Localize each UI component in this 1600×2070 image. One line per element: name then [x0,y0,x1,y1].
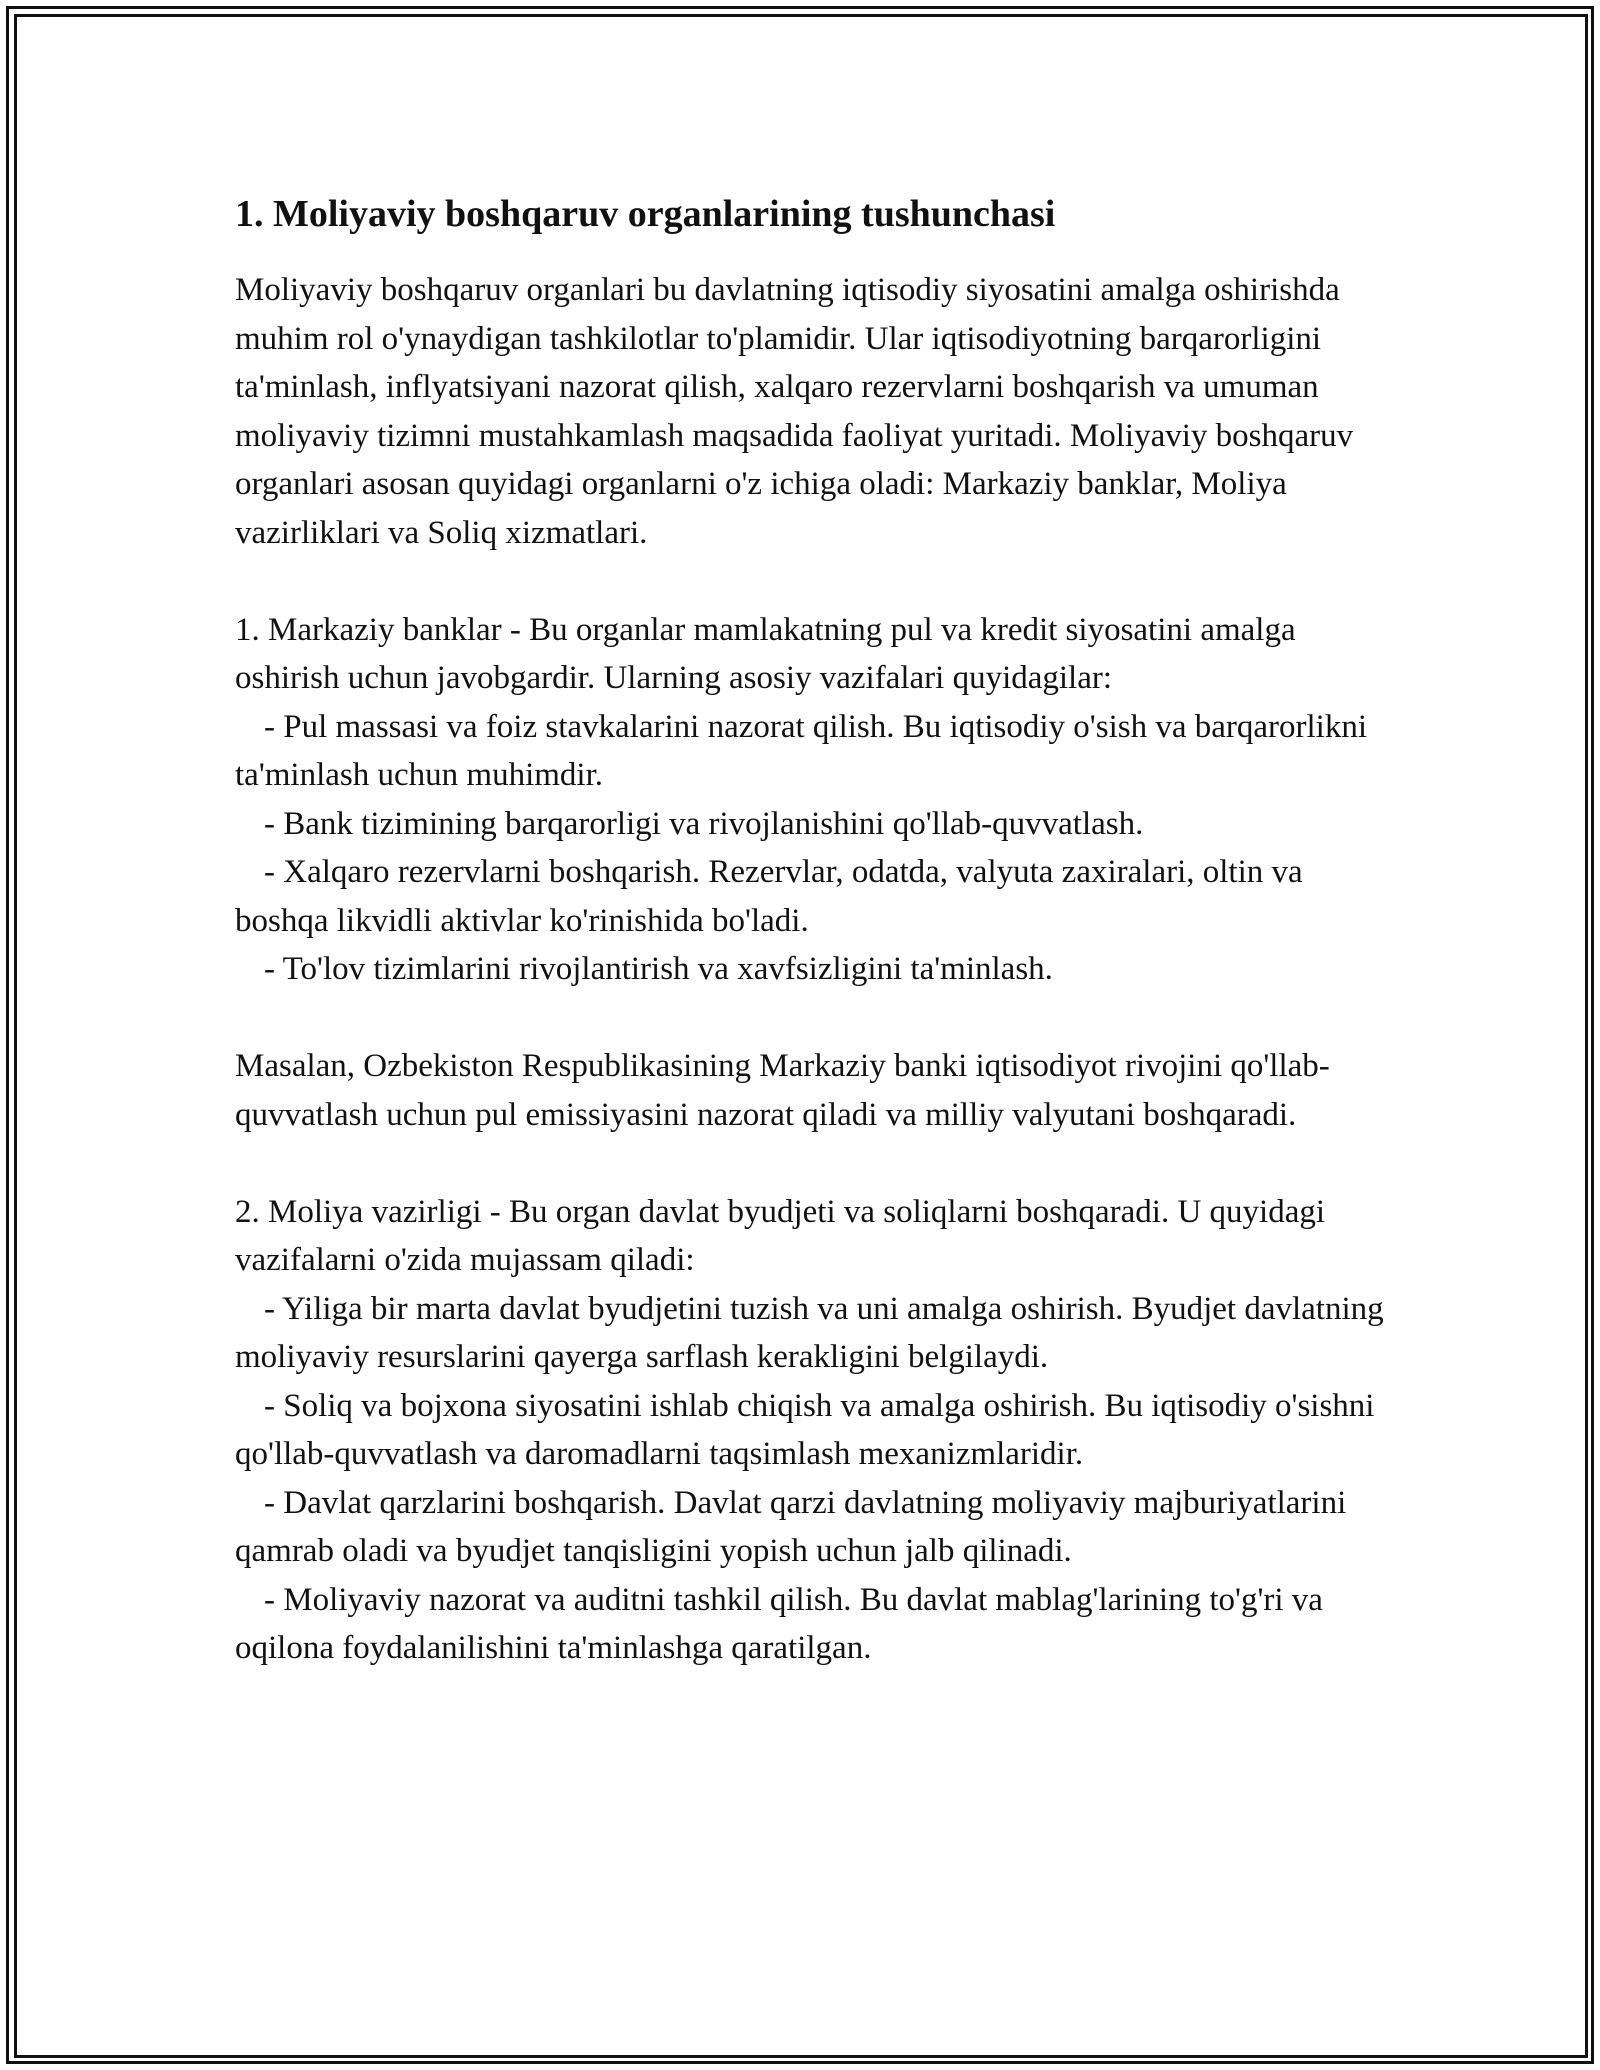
list-item: - Moliyaviy nazorat va auditni tashkil qilish. Bu davlat mablag'larining to'g'ri va oqilona foydalanilishini ta'minlashga qaratilgan. [235,1581,1323,1666]
document-body [235,190,1395,1673]
document-title: 1. Moliyaviy boshqaruv organlarining tushunchasi [235,193,1056,235]
example-paragraph: Masalan, Ozbekiston Respublikasining Markaziy banki iqtisodiyot rivojini qo'llab-quvvatlash uchun pul emissiyasini nazorat qiladi va milliy valyutani boshqaradi. [235,1048,1330,1133]
list-item: - Bank tizimining barqarorligi va rivojlanishini qo'llab-quvvatlash. [264,805,1144,842]
list-item: - Yiliga bir marta davlat byudjetini tuzish va uni amalga oshirish. Byudjet davlatning moliyaviy resurslarini qayerga sarflash kerakligini belgilaydi. [235,1290,1384,1375]
list-item: - Xalqaro rezervlarni boshqarish. Rezervlar, odatda, valyuta zaxiralari, oltin va boshqa likvidli aktivlar ko'rinishida bo'ladi. [235,854,1303,939]
section-heading: 1. Markaziy banklar - Bu organlar mamlakatning pul va kredit siyosatini amalga oshirish uchun javobgardir. Ularning asosiy vazifalari quyidagilar: [235,611,1296,696]
section-ministry-of-finance [235,1188,1395,1673]
intro-paragraph: Moliyaviy boshqaruv organlari bu davlatning iqtisodiy siyosatini amalga oshirishda muhim rol o'ynaydigan tashkilotlar to'plamidir. Ular iqtisodiyotning barqarorligini ta'minlash, inflyatsiyani nazorat qilish, xalqaro rezervlarni boshqarish va umuman moliyaviy tizimni mustahkamlash maqsadida faoliyat yuritadi. Moliyaviy boshqaruv organlari asosan quyidagi organlarni o'z ichiga oladi: Markaziy banklar, Moliya vazirliklari va Soliq xizmatlari. [235,272,1354,551]
list-item: - Pul massasi va foiz stavkalarini nazorat qilish. Bu iqtisodiy o'sish va barqarorlikni ta'minlash uchun muhimdir. [235,708,1368,793]
section-heading: 2. Moliya vazirligi - Bu organ davlat byudjeti va soliqlarni boshqaradi. U quyidagi vazifalarni o'zida mujassam qiladi: [235,1193,1326,1278]
list-item: - To'lov tizimlarini rivojlantirish va xavfsizligini ta'minlash. [264,951,1053,987]
list-item: - Davlat qarzlarini boshqarish. Davlat qarzi davlatning moliyaviy majburiyatlarini qamrab oladi va byudjet tanqisligini yopish uchun jalb qilinadi. [235,1484,1347,1569]
section-central-banks [235,606,1395,994]
list-item: - Soliq va bojxona siyosatini ishlab chiqish va amalga oshirish. Bu iqtisodiy o'sishni qo'llab-quvvatlash va daromadlarni taqsimlash mexanizmlaridir. [235,1387,1375,1472]
